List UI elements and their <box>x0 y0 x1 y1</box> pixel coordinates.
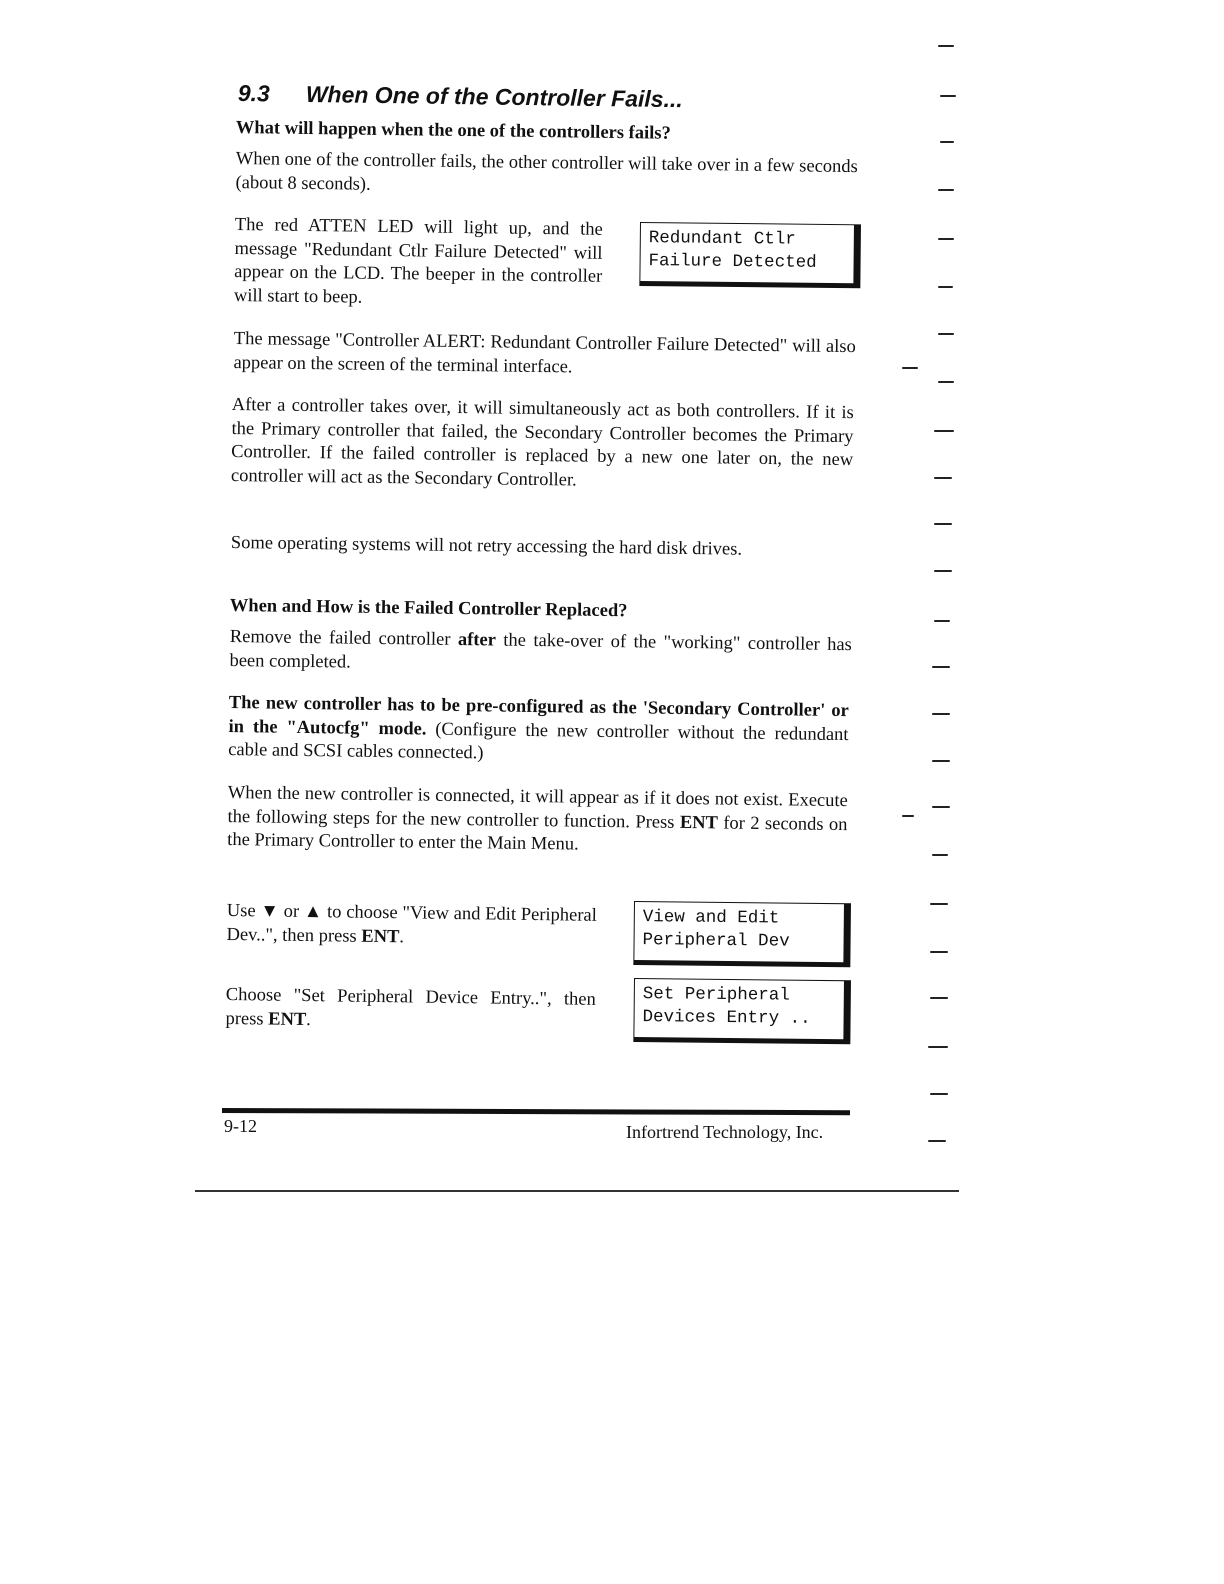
question-heading-2: When and How is the Failed Controller Replaced? <box>229 596 628 622</box>
lcd-view-edit <box>633 901 851 967</box>
lcd-set-peripheral <box>633 978 851 1044</box>
page-number: 9-12 <box>224 1116 257 1136</box>
question-heading-1: What will happen when the one of the controllers fails? <box>235 118 671 144</box>
lcd-line-1: View and Edit <box>642 907 780 929</box>
binding-tick <box>940 95 956 97</box>
section-title <box>238 80 683 113</box>
lcd-line-2: Peripheral Dev <box>642 929 790 952</box>
binding-tick <box>934 477 952 479</box>
lcd-redundant-failure <box>639 222 861 288</box>
step-view-edit: Use ▼ or ▲ to choose "View and Edit Peripheral Dev..", then press ENT. <box>226 900 597 947</box>
binding-tick <box>932 713 950 715</box>
lcd-line-1: Set Peripheral <box>642 984 790 1006</box>
paragraph-terminal-alert: The message "Controller ALERT: Redundant Controller Failure Detected" will also appear on the screen of the terminal interface. <box>233 328 856 377</box>
binding-tick <box>938 189 954 191</box>
paragraph-preconfigure: The new controller has to be pre-configured as the 'Secondary Controller' or in the "Autocfg" mode. (Configure the new controller without the redundant cable and SCSI cables connected.) <box>228 692 849 764</box>
binding-tick <box>902 815 914 817</box>
binding-tick <box>930 997 948 999</box>
binding-tick <box>932 666 950 668</box>
scan-edge-line <box>195 1190 959 1192</box>
company-name: Infortrend Technology, Inc. <box>626 1122 824 1142</box>
paragraph-remove-failed: Remove the failed controller after the take-over of the "working" controller has been completed. <box>229 626 852 673</box>
binding-tick <box>934 620 950 622</box>
binding-tick <box>934 570 952 572</box>
binding-tick <box>902 367 918 369</box>
binding-tick <box>930 903 948 905</box>
binding-tick <box>932 854 948 856</box>
binding-tick <box>934 430 954 432</box>
binding-tick <box>932 806 950 808</box>
binding-tick <box>928 1140 946 1142</box>
binding-tick <box>928 1046 948 1048</box>
binding-tick <box>938 45 954 47</box>
binding-tick <box>932 760 950 762</box>
paragraph-takeover: When one of the controller fails, the other controller will take over in a few seconds (about 8 seconds). <box>235 148 858 195</box>
lcd-line-1: Redundant Ctlr <box>648 228 796 250</box>
binding-tick <box>938 286 953 288</box>
lcd-line-2: Failure Detected <box>648 250 817 273</box>
section-title-text: When One of the Controller Fails... <box>305 80 683 113</box>
binding-tick <box>930 951 948 953</box>
binding-tick <box>934 523 952 525</box>
binding-tick <box>938 333 954 335</box>
binding-tick <box>938 238 954 240</box>
paragraph-simultaneous: After a controller takes over, it will simultaneously act as both controllers. If it is the Primary controller that failed, the Secondary Controller becomes the Primary Controller. If the failed controller is replaced by a new one later on, the new controller will act as the Secondary Controller. <box>230 394 854 491</box>
paragraph-atten-led: The red ATTEN LED will light up, and the message "Redundant Ctlr Failure Detected" will appear on the LCD. The beeper in the controller will start to beep. <box>233 214 603 308</box>
step-set-peripheral: Choose "Set Peripheral Device Entry..", then press ENT. <box>225 984 596 1030</box>
binding-tick <box>930 1093 948 1095</box>
lcd-line-2: Devices Entry .. <box>642 1006 811 1029</box>
paragraph-new-controller: When the new controller is connected, it will appear as if it does not exist. Execute the following steps for the new controller to function. Press ENT for 2 seconds on the Primary Controller to enter the Main Menu. <box>227 782 848 855</box>
binding-tick <box>938 381 954 383</box>
paragraph-os-retry: Some operating systems will not retry accessing the hard disk drives. <box>230 532 743 560</box>
binding-tick <box>940 141 954 143</box>
section-number: 9.3 <box>237 80 270 107</box>
footer-rule <box>222 1108 850 1115</box>
